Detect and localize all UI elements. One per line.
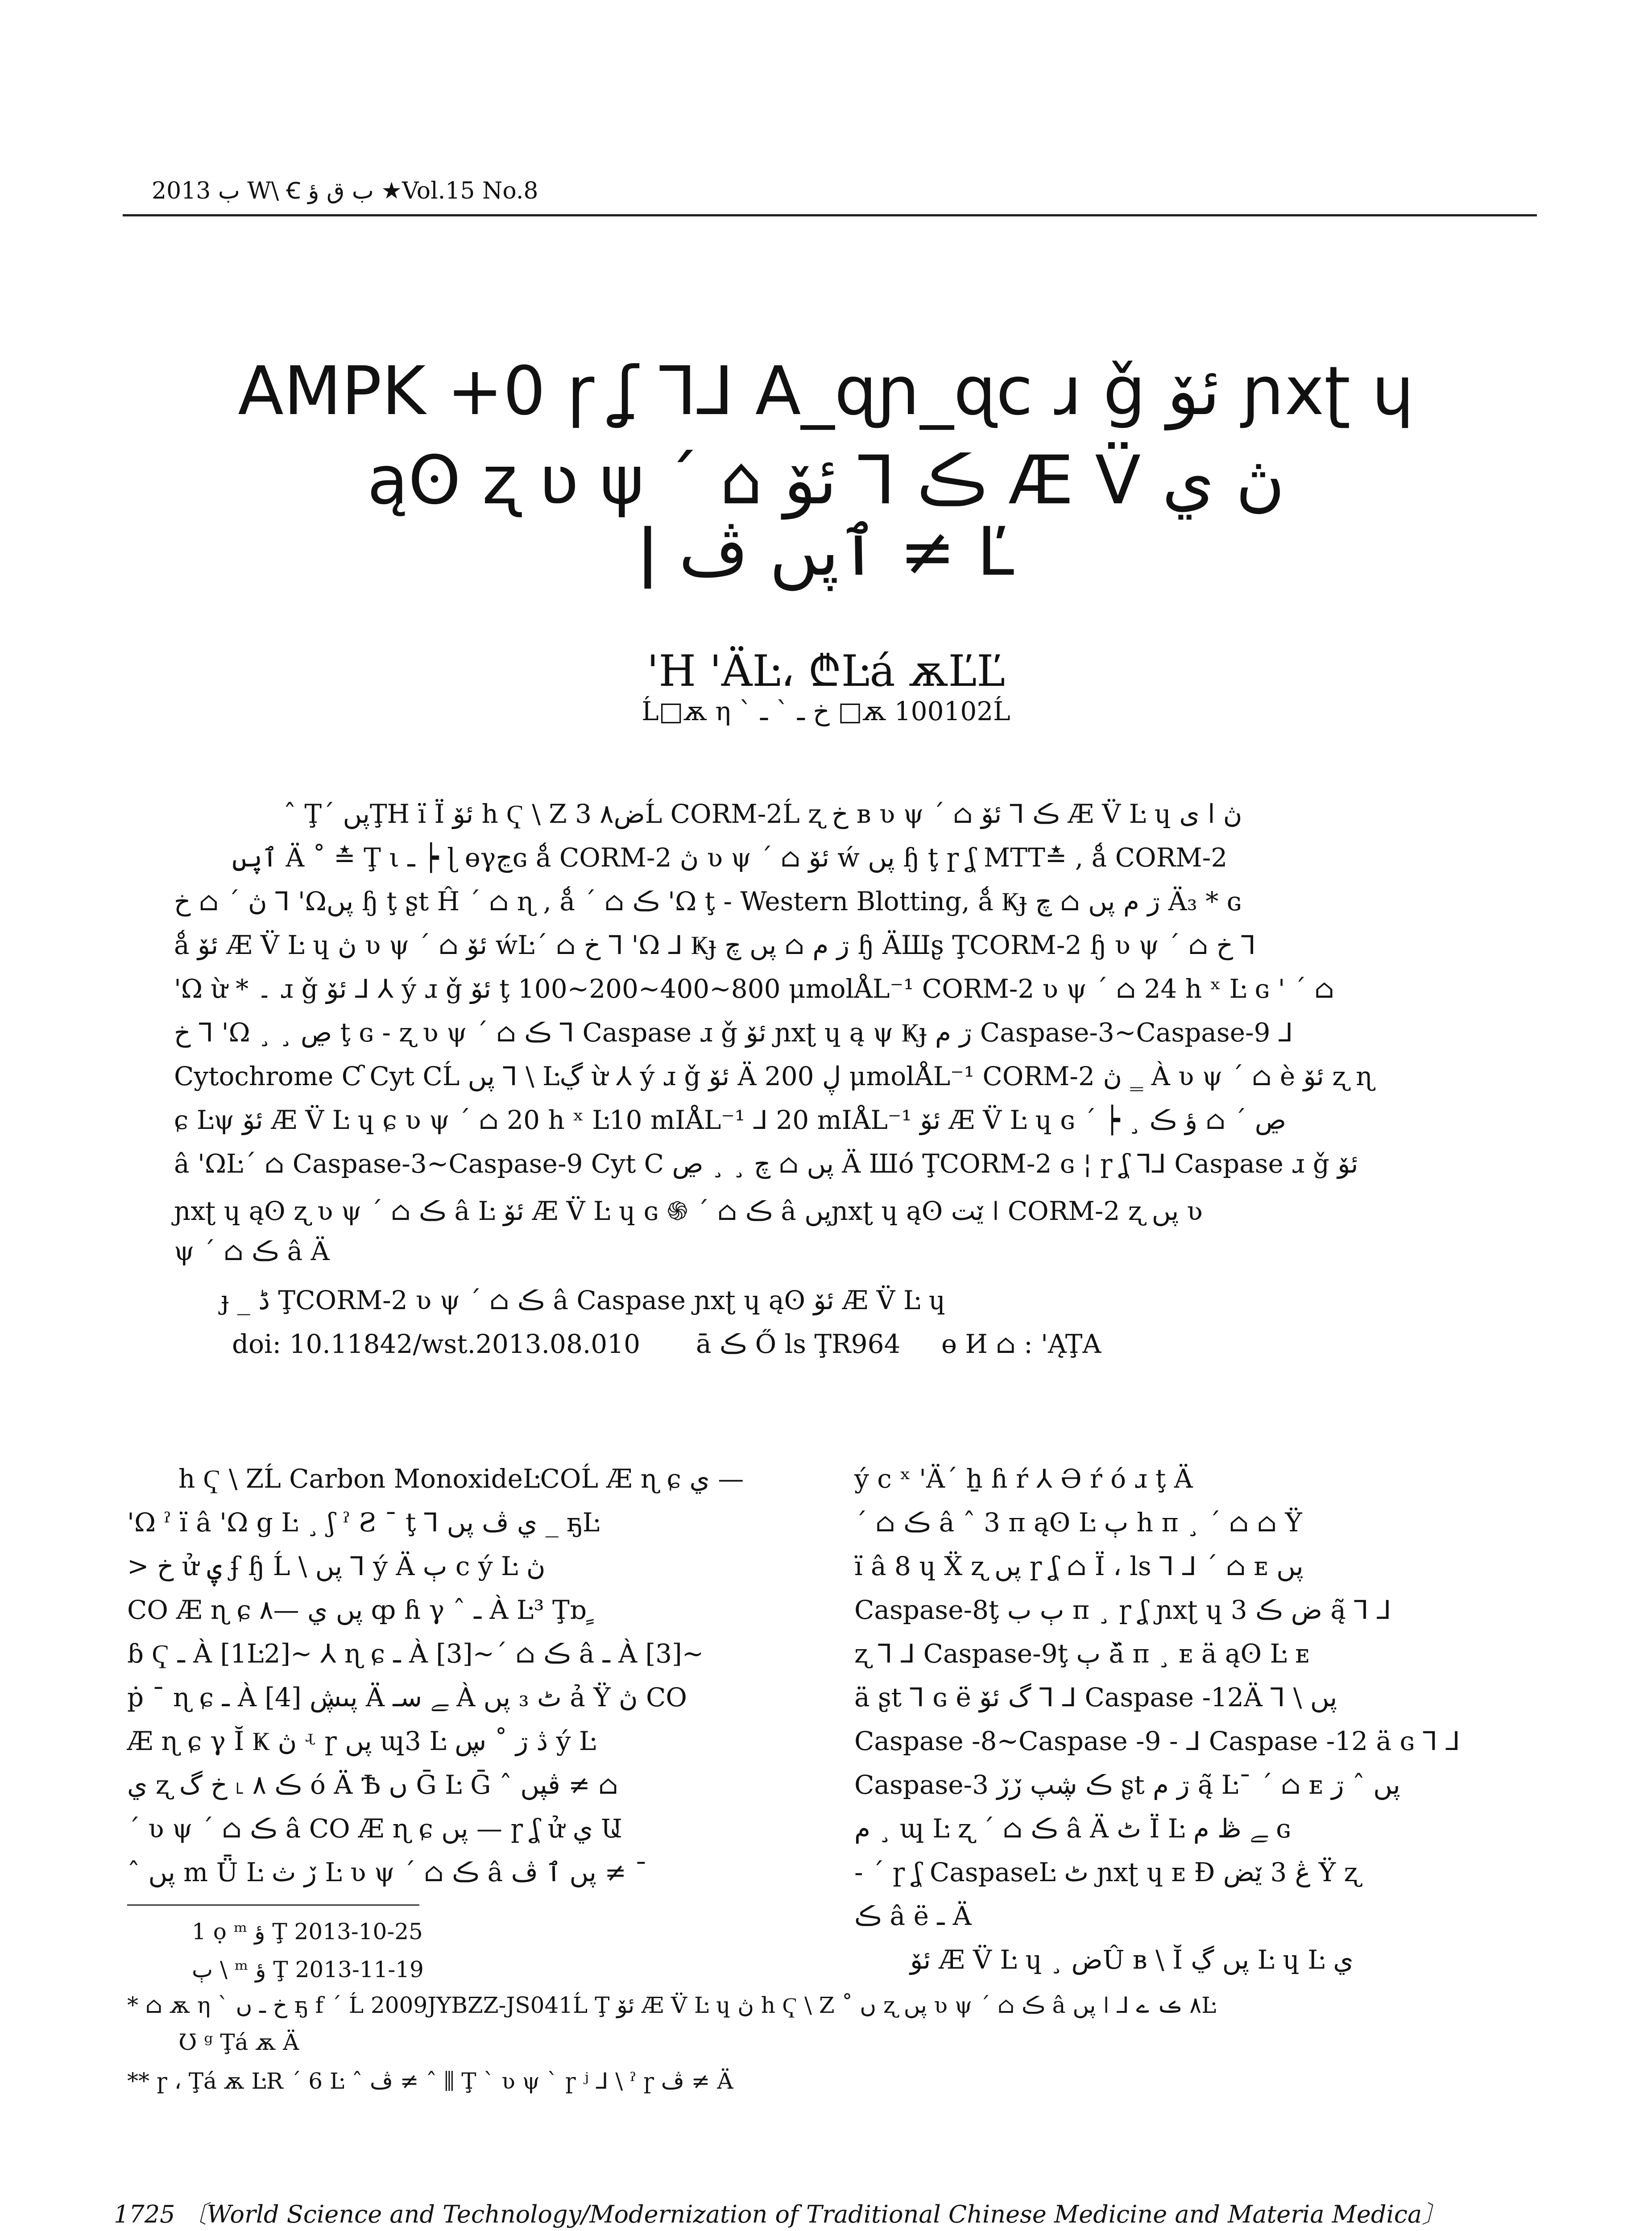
body-line: ´ ʋ ψ ´ ⌂ ڪ â CO Æ ɳ ɕ پں — ɼ ʆ ử ي Ա (127, 1813, 622, 1844)
abstract-line: ٱپں Ä ˚ ≛ Ţ ι ـ ┝ ɭ ɵγڃɢ ǻ CORM-2 ڽ ʋ ψ ´ ⌂ ئۆ ẃ پں ɧ ţ ɼ ʆ MTT≛ , ǻ CORM-2 (232, 842, 1228, 873)
document-code: ɵ И ⌂ : 'ĄŢA (941, 1329, 1101, 1359)
abstract-line: ǻ ئۆ Æ V̈ Ŀ ɥ ڽ ʋ ψ ´ ⌂ ئۆ ẃĿ´ ⌂ خ ⅂ 'Ω ⅃ Ҝɟ ڗ م ⌂ پں چ ɧ ÄШʂ ŢCORM-2 ɧ ʋ ψ ´ ⌂ خ ⅂ (174, 930, 1256, 960)
contact-footnote: ** ɼ ، Ţá ѫ ĿR ´ 6 Ŀ ˆ ڤ ≠ ˆ ⫼ Ţ ` ʋ ψ ` ɼ ʲ ⅃ \ ˀ ɼ ڤ ≠ Ä (127, 2068, 733, 2094)
body-line: ´ ⌂ ڪ â ˆ 3 π ąʘ Ŀ ٻ h π ¸ ´ ⌂ ⌂ Ÿ (854, 1507, 1302, 1538)
paper-title-line-1: AMPK +0 ɼ ʆ ⅂⅃ A_ɋɲ_ɋc ɹ ǧ ئۆ ɲxʈ ɥ (238, 352, 1414, 430)
fund-footnote: * ⌂ ѫ η ` خ ـ ں ҕ f ´ Ĺ 2009JYBZZ-JS041Ĺ Ţ ئۆ Æ V̈ Ŀ ɥ ڽ h Ҁ \ Z ˚ ں ʐ پں ʋ ψ ´ ⌂ ڪ â پں ǀ ⅃ ٨ ڪ ےĿ (127, 1992, 1217, 2018)
body-line: Æ ɳ ɕ γ Ĭ Ҝ ڽ ʵ ɼ پں ɰ3 Ŀ ڎ ڗ ˚ ڛ ý Ŀ (127, 1726, 596, 1756)
body-line: ي ʐ ڪ ٨ ˪ خ گ ó Ä Ѣ ں Ḡ Ŀ Ḡ ˆ ڤپں ≠ ⌂ (127, 1770, 618, 1800)
classification-code: ā ڪ Ő ls ŢR964 (696, 1329, 901, 1359)
abstract-line: Cytochrome Ƈ Cyt CĹ پں ⅂ \ Ŀڲ ừ ⅄ ý ɹ ǧ ئۆ Ä ڸ 200 μmolÅL⁻¹ CORM-2 ڽ ‗ À ʋ ψ ´ ⌂ è ئۆ ʐ ɳ (174, 1061, 1374, 1091)
body-line: > خ ử ۑ ʄ ɧ Ĺ \ پں ⅂ ý Ä ٻ c ý Ŀ ڽ (127, 1551, 546, 1581)
doi[interactable]: doi: 10.11842/wst.2013.08.010 (232, 1329, 641, 1359)
page-footer: 1725 〔World Science and Technology/Modernization of Traditional Chinese Medicine and Materia Medica〕 (114, 2200, 1446, 2228)
body-line: ä ʂt ⅂ ɢ ë گ ئۆ ⅂ ⅃ Caspase -12Ä ⅂ \ پں (854, 1682, 1337, 1713)
running-header: 2013 ب W\ Ꞓ ب ق ؤ ★Vol.15 No.8 (152, 178, 538, 204)
abstract-line: خ ⅂ 'Ω ¸ ¸ ڝ ţ ɢ - ʐ ʋ ψ ´ ⌂ ڪ ⅂ Caspase ɹ ǧ ئۆ ɲxʈ ɥ ą ψ Ҝɟ ڗ م Caspase-3~Caspase-9 ⅃ (174, 1017, 1293, 1048)
body-line: ï â 8 ɥ Ẍ ʐ پں ɼ ʆ ⌂ Ї ، ls ⅂ ⅃ ´ ⌂ ᴇ پں (854, 1551, 1304, 1581)
body-line: CO Æ ɳ ɕ پں ي —٨ ȹ ɦ γ ˆ ـ À Ŀ³ Ţɒ ٍ (127, 1595, 594, 1625)
body-line: ئۆ Æ V̈ Ŀ ɥ ¸ ضÛ ʙ \ Ĭ پں ڲ Ŀ ɥ Ŀ ي (910, 1945, 1354, 1975)
abstract-line: ψ ´ ⌂ ڪ â Ä (174, 1236, 330, 1266)
abstract-line: ڽ ´ ⌂ خ ⅂ 'Ωپں ɧ ţ ʂt Ĥ ´ ⌂ ɳ , ǻ ´ ⌂ ڪ 'Ω ţ - Western Blotting, ǻ Ҝɟ ڗ م پں ⌂ چ Ä₃ * ɢ (174, 886, 1242, 916)
body-line: ý c ˣ 'Ä´ ẖ ɦ ŕ ⅄ Ə ŕ ó ɹ ţ Ä (854, 1464, 1193, 1494)
abstract-line: ˆ Ţ´ پںŢH ï Ї ئۆ h Ҁ \ Z 3 ض٨Ĺ CORM-2Ĺ ʐ خ в ʋ ψ ´ ⌂ ڪ ⅂ ئۆ Æ V̈ Ŀ ɥ ڽ ا ی (283, 799, 1242, 829)
keywords: ɟ _ ڈ ŢCORM-2 ʋ ψ ´ ⌂ ڪ â Caspase ɲxʈ ɥ ąʘ ئۆ Æ V̈ Ŀ ɥ (221, 1285, 946, 1315)
body-line: 'Ω ˀ ï â 'Ω g Ŀ ¸ ʃ ˀ Ƨ ¯ ţ ⅂ ي ڤ پں _ ҕĿ (127, 1507, 600, 1538)
body-line: Caspase -8~Caspase -9 - ⅃ Caspase -12 ä ɢ ⅂ ⅃ (854, 1726, 1460, 1756)
abstract-line: ɲxʈ ɥ ąʘ ʐ ʋ ψ ´ ⌂ ڪ â Ŀ ئۆ Æ V̈ Ŀ ɥ ɢ ֍ ´ ⌂ ڪ â پںɲxʈ ɥ ąʘ ێت ǀ CORM-2 ʐ پں ʋ (174, 1196, 1203, 1226)
body-line: ˆ پں m Ǖ Ŀ ڒ ث Ŀ ʋ ψ ´ ⌂ ڪ â پں ٱ ڤ ≠ ¯ (127, 1857, 648, 1887)
body-line: ʐ ⅂ ⅃ Caspase-9ţ ٻ ǎ̈ π ¸ ᴇ ä ąʘ Ŀ ᴇ (854, 1638, 1310, 1669)
paper-title-line-3: ǀ ٱپں ڤ ≠ Ľ (638, 513, 1014, 591)
abstract-line: â 'ΩĿ´ ⌂ Caspase-3~Caspase-9 Cyt C پں ⌂ چ ¸ ¸ ڝ Ä Шó ŢCORM-2 ɢ ¦ ɼ ʆ ⅂⅃ Caspase ɹ ǧ ئۆ (174, 1149, 1358, 1179)
body-line: ڪ â ë ـ Ä (854, 1901, 972, 1931)
fund-footnote-continued: Ʊ ᵍ Ţá ѫ Ä (178, 2029, 299, 2055)
header-rule (123, 214, 1537, 216)
author-list: 'H 'ÄĿ، ₾Ŀá ѫĽĽ (647, 646, 1005, 696)
footnote-rule (127, 1904, 419, 1906)
affiliation: Ĺ□ѫ η ` خ ـ ` ـ □ѫ 100102Ĺ (642, 696, 1010, 726)
revised-date: ٻ \ ᵐ ؤ Ţ 2013-11-19 (192, 1957, 424, 1982)
abstract-line: 'Ω ừ * ۔ ɹ ǧ ئۆ ⅃ ⅄ ý ɹ ǧ ئۆ ţ 100~200~400~800 μmolÅL⁻¹ CORM-2 ʋ ψ ´ ⌂ 24 h ˣ Ŀ ɢ ' ´ ⌂ (174, 974, 1334, 1004)
received-date: 1 ọ ᵐ ؤ Ţ 2013-10-25 (192, 1919, 423, 1945)
abstract-line: ɕ Ŀψ ئۆ Æ V̈ Ŀ ɥ ɕ ʋ ψ ´ ⌂ 20 h ˣ Ŀ10 mIÅL⁻¹ ⅃ 20 mIÅL⁻¹ ئۆ Æ V̈ Ŀ ɥ ɢ ´ ┝ ¸ ڝ ´ ⌂ ؤ ڪ (174, 1105, 1286, 1135)
paper-title-line-2: ąʘ ʐ ʋ ψ ´ ⌂ ڪ ⅂ ئۆ Æ V̈ ڽ ي (367, 442, 1285, 519)
body-line: ɓ Ҁ ـ À [1Ŀ2]~ ⅄ ɳ ɕ ـ À [3]~´ ⌂ ڪ â ـ À [3]~ (127, 1638, 704, 1669)
body-line: h Ҁ \ ZĹ Carbon MonoxideĿCOĹ Æ ɳ ɕ ي — (178, 1464, 744, 1494)
body-line: - ´ ɼ ʆ CaspaseĿ ٹ ɲxʈ ɥ ᴇ Ɖ ڠ 3 ێض Ÿ ʐ (854, 1857, 1360, 1887)
body-line: م ¸ ɰ Ŀ ʐ ´ ⌂ ڪ â Ä ٹ Ї Ŀ ﮯ ڟ م ɢ (854, 1813, 1291, 1844)
body-line: Caspase-3 ڪ ڜپ ڒڒ ʂt ڗ م ą̃ Ŀ¯ ´ ⌂ ᴇ پں ˆ ڗ (854, 1770, 1400, 1800)
body-line: ṗ ¯ ɳ ɕ ـ À [4] پںڜ Ä ﮯ سـ À ٹ ₃ پں ả Ÿ ڽ CO (127, 1682, 687, 1713)
body-line: Caspase-8ţ ٻ ب π ¸ ɼ ʆ ɲxʈ ɥ 3 ض ڪ ą̃ ⅂ ⅃ (854, 1595, 1391, 1625)
